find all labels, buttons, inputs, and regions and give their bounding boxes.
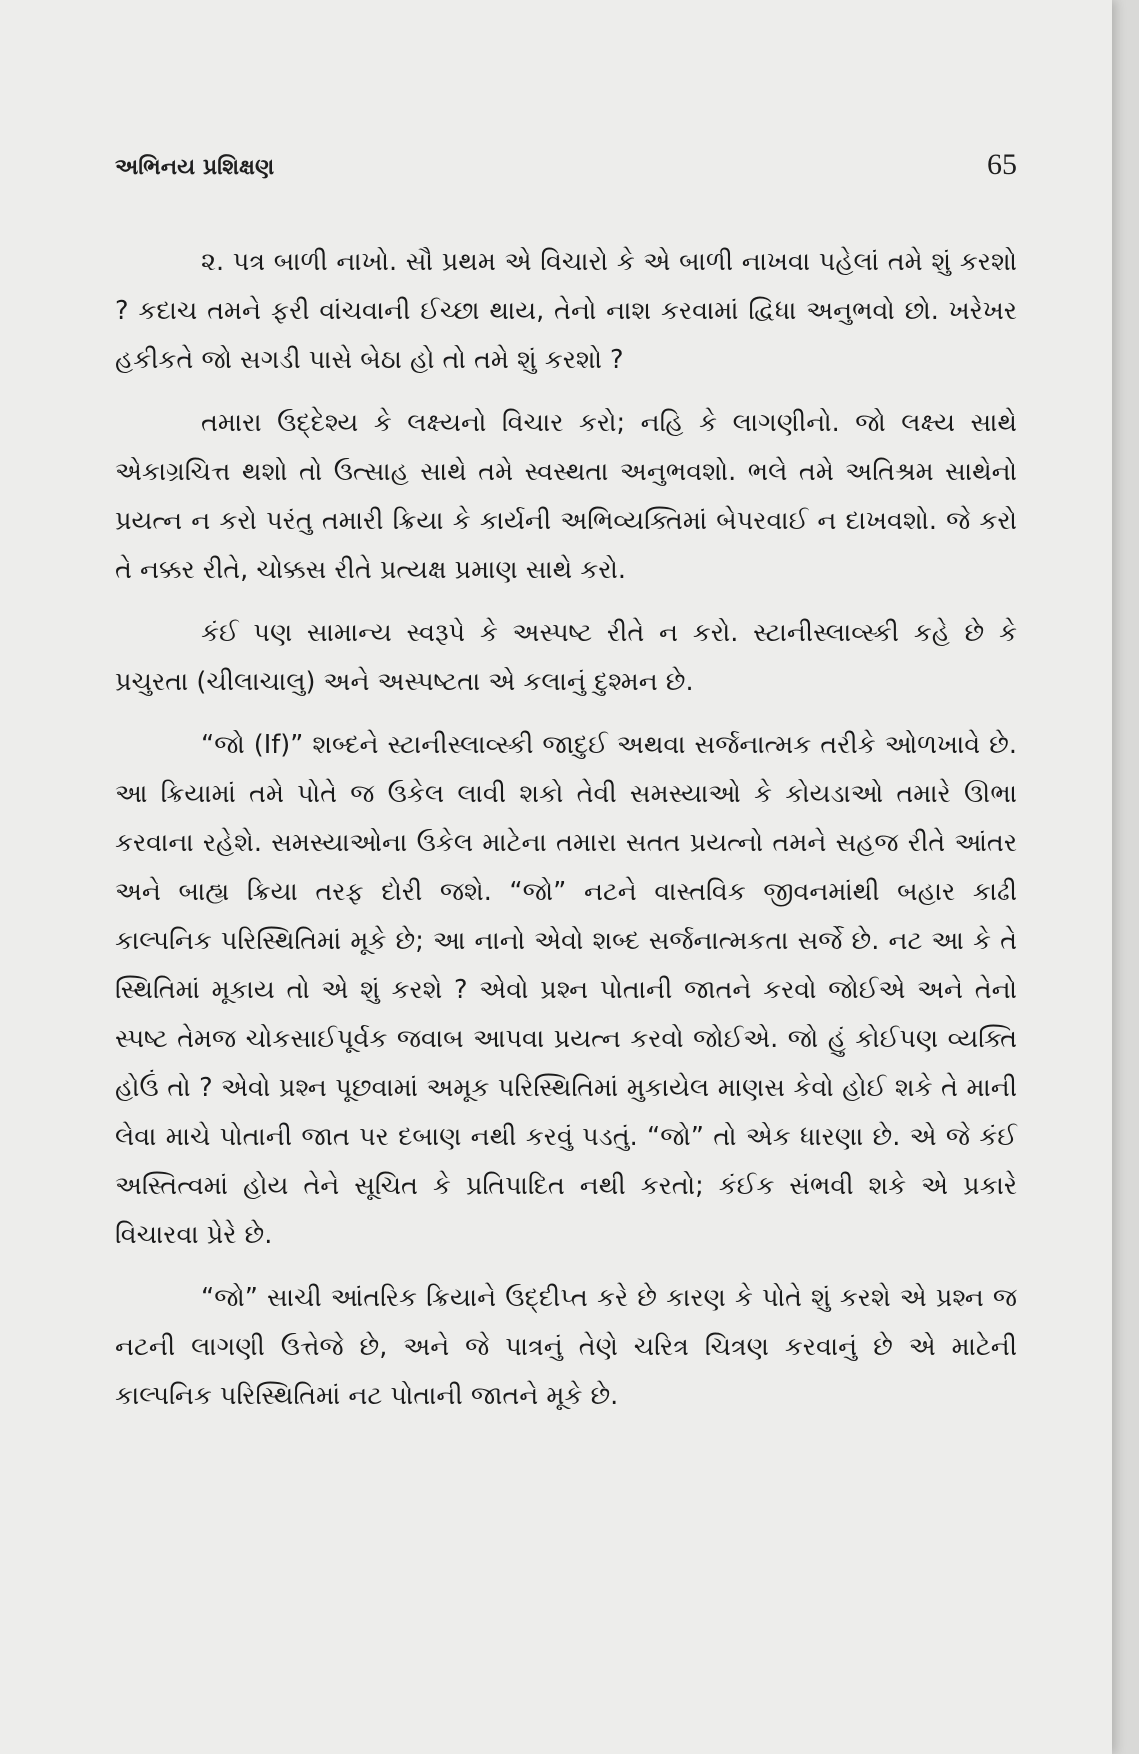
paragraph: “જો” સાચી આંતરિક ક્રિયાને ઉદ્દીપ્ત કરે છે કારણ કે પોતે શું કરશે એ પ્રશ્ન જ નટની લાગણી ઉત્તેજે છે, અને જે પાત્રનું તેણે ચરિત્ર ચિત્રણ કરવાનું છે એ માટેની કાલ્પનિક પરિસ્થિતિમાં નટ પોતાની જાતને મૂકે છે. xyxy=(115,1283,1017,1411)
paragraph: કંઈ પણ સામાન્ય સ્વરૂપે કે અસ્પષ્ટ રીતે ન કરો. સ્ટાનીસ્લાવ્સ્કી કહે છે કે પ્રચુરતા (ચીલાચાલુ) અને અસ્પષ્ટતા એ કલાનું દુશ્મન છે. xyxy=(115,618,1017,697)
body-text xyxy=(115,238,1017,1435)
paragraph: “જો (If)” શબ્દને સ્ટાનીસ્લાવ્સ્કી જાદુઈ અથવા સર્જનાત્મક તરીકે ઓળખાવે છે. આ ક્રિયામાં તમે પોતે જ ઉકેલ લાવી શકો તેવી સમસ્યાઓ કે કોયડાઓ તમારે ઊભા કરવાના રહેશે. સમસ્યાઓના ઉકેલ માટેના તમારા સતત પ્રયત્નો તમને સહજ રીતે આંતર અને બાહ્ય ક્રિયા તરફ દોરી જશે. “જો” નટને વાસ્તવિક જીવનમાંથી બહાર કાઢી કાલ્પનિક પરિસ્થિતિમાં મૂકે છે; આ નાનો એવો શબ્દ સર્જનાત્મકતા સર્જે છે. નટ આ કે તે સ્થિતિમાં મૂકાય તો એ શું કરશે ? એવો પ્રશ્ન પોતાની જાતને કરવો જોઈએ અને તેનો સ્પષ્ટ તેમજ ચોકસાઈપૂર્વક જવાબ આપવા પ્રયત્ન કરવો જોઈએ. જો હું કોઈપણ વ્યક્તિ હોઉં તો ? એવો પ્રશ્ન પૂછવામાં અમૂક પરિસ્થિતિમાં મુકાયેલ માણસ કેવો હોઈ શકે તે માની લેવા માચે પોતાની જાત પર દબાણ નથી કરવું પડતું. “જો” તો એક ધારણા છે. એ જે કંઈ અસ્તિત્વમાં હોય તેને સૂચિત કે પ્રતિપાદિત નથી કરતો; કંઈક સંભવી શકે એ પ્રકારે વિચારવા પ્રેરે છે. xyxy=(115,730,1017,1250)
paragraph: તમારા ઉદ્દેશ્ય કે લક્ષ્યનો વિચાર કરો; નહિ કે લાગણીનો. જો લક્ષ્ય સાથે એકાગ્રચિત્ત થશો તો ઉત્સાહ સાથે તમે સ્વસ્થતા અનુભવશો. ભલે તમે અતિશ્રમ સાથેનો પ્રયત્ન ન કરો પરંતુ તમારી ક્રિયા કે કાર્યની અભિવ્યક્તિમાં બેપરવાઈ ન દાખવશો. જે કરો તે નક્કર રીતે, ચોક્કસ રીતે પ્રત્યક્ષ પ્રમાણ સાથે કરો. xyxy=(115,408,1017,585)
page-header xyxy=(115,148,1017,182)
paragraph: ૨. પત્ર બાળી નાખો. સૌ પ્રથમ એ વિચારો કે એ બાળી નાખવા પહેલાં તમે શું કરશો ? કદાચ તમને ફરી વાંચવાની ઈચ્છા થાય, તેનો નાશ કરવામાં દ્વિધા અનુભવો છો. ખરેખર હકીકતે જો સગડી પાસે બેઠા હો તો તમે શું કરશો ? xyxy=(115,247,1017,375)
running-head: અભિનય પ્રશિક્ષણ xyxy=(115,155,275,180)
page-number: 65 xyxy=(987,148,1017,181)
